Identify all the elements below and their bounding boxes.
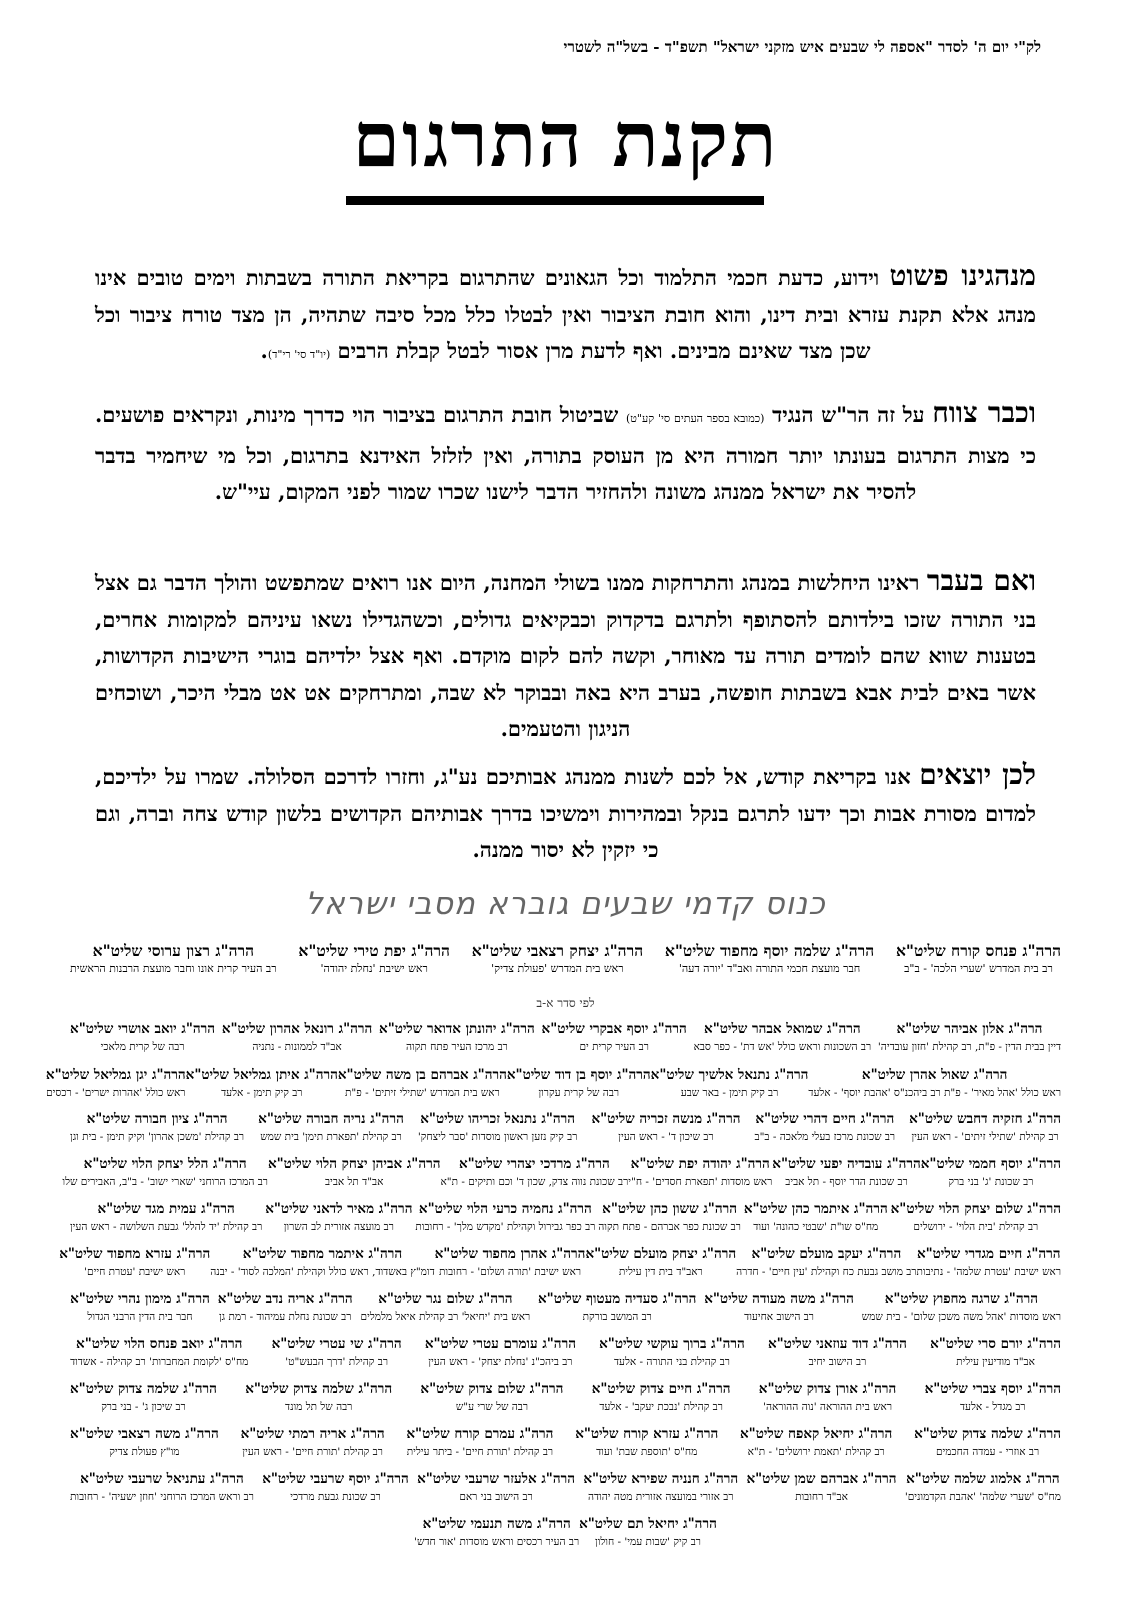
signatory-name: הרה"ג נתנאל אלשיך שליט"א: [650, 1067, 809, 1083]
signature-row: [70, 1022, 1061, 1053]
signatory-title: דיין בבית הדין - פ"ת, רב קהילת 'חזון עובדיה': [877, 1040, 1061, 1053]
paragraph-citation: (יו"ד סי' רי"ד): [267, 348, 331, 361]
signatory-name: הרה"ג אריה רמתי שליט"א: [240, 1426, 385, 1442]
signatory-name: הרה"ג רונאל אהרון שליט"א: [221, 1021, 373, 1037]
signature-block: [759, 1382, 896, 1413]
top-line: לק"י יום ה' לסדר "אספה לי שבעים איש מזקני ישראל" תשפ"ד - בשל"ה לשטרי: [563, 38, 1041, 56]
signatory-title: ראב"ד בית דין עילית: [618, 1265, 703, 1278]
signature-block: [628, 1157, 772, 1188]
signatory-title: רב הישוב יחיב: [808, 1355, 867, 1368]
signature-block: [746, 1472, 896, 1503]
signatory-title: רב כפר גבירול וקהילת 'מקדש מלך' - רחובות: [415, 1220, 596, 1233]
signature-block: [435, 1247, 586, 1278]
signature-block: [896, 942, 1061, 975]
signatory-title: ראש ישיבת 'עטרת חיים': [84, 1265, 186, 1278]
signatory-title: רב קהילת בני התורה - אלעד: [614, 1355, 730, 1368]
signatory-title: רב בית המדרש 'שערי הלכה' - ב"ב: [904, 961, 1053, 975]
signatory-name: הרה"ג ששון כהן שליט"א: [602, 1201, 737, 1217]
signatory-name: הרה"ג סעדיה מעטוף שליט"א: [538, 1291, 697, 1307]
signatory-name: הרה"ג יצחק מועלם שליט"א: [585, 1246, 737, 1262]
signatory-name: הרה"ג עומרם עטרי שליט"א: [424, 1336, 576, 1352]
signatory-title: רב קהילת 'בית הלוי' - ירושלים: [913, 1220, 1039, 1233]
signatory-title: ראש ישיבת 'נחלת יהודה': [320, 961, 428, 975]
signature-block: [472, 942, 643, 975]
signature-block: [768, 1337, 907, 1368]
signatory-name: הרה"ג יעקב מועלם שליט"א: [751, 1246, 902, 1262]
signature-block: [921, 1157, 1061, 1188]
signatory-name: הרה"ג עמית מגד שליט"א: [97, 1201, 235, 1217]
signatory-title: רב מושב גבעת כח וקהילת 'עין חיים' - חדרה: [736, 1265, 917, 1278]
signatory-title: רב וראש המרכז הרוחני 'חוזן ישעיה' - רחובות: [70, 1490, 254, 1503]
signatory-title: ראש ישיבת 'עטרת שלמה' - נתיבות: [916, 1265, 1061, 1278]
signatory-title: רב שיכון ג' - בני ברק: [101, 1400, 186, 1413]
signatory-title: רב קיק תימן - אלעד: [221, 1086, 303, 1099]
signature-row: [70, 1382, 1061, 1413]
signatory-name: הרה"ג שלום נגר שליט"א: [378, 1291, 513, 1307]
signatory-name: הרה"ג עזרא מחפוד שליט"א: [59, 1246, 211, 1262]
signatory-title: רב אוזרי - עמדה החכמים: [935, 1445, 1040, 1458]
signature-block: [420, 1382, 563, 1413]
signatory-name: הרה"ג נריה חבורה שליט"א: [258, 1111, 404, 1127]
signatory-name: הרה"ג יואב פנחס הלוי שליט"א: [76, 1336, 243, 1352]
signatory-title: רבה של קרית עקרון: [538, 1086, 620, 1099]
signatory-title: רב שכונת נווה צדק, שכון ד' וכם ותיקים - ת"א: [440, 1175, 629, 1188]
signatory-title: רב שכונת 'ג' בני ברק: [948, 1175, 1034, 1188]
signature-block: [538, 1292, 696, 1323]
signatory-name: הרה"ג איתמר כהן שליט"א: [743, 1201, 888, 1217]
signatory-title: רבה של שרי ע"ש: [455, 1400, 529, 1413]
signatory-title: רב שכונת כפר אברהם - פתח תקוה: [598, 1220, 741, 1233]
signatory-name: הרה"ג יהונתן אדואר שליט"א: [379, 1021, 535, 1037]
signatory-title: אב"ד רחובות: [795, 1490, 848, 1503]
signatory-name: הרה"ג נתנאל זכריהו שליט"א: [420, 1111, 576, 1127]
signatory-title: מח"ס 'תוספת שבת' ועוד: [596, 1445, 698, 1458]
paragraph-lead: לכן יוצאים: [919, 758, 1037, 791]
paragraph-lead: וכבר צווח: [932, 396, 1036, 429]
signatory-name: הרה"ג יחיאל תם שליט"א: [579, 1516, 717, 1532]
signature-block: [218, 1292, 353, 1323]
signatory-name: הרה"ג אורן צדוק שליט"א: [758, 1381, 897, 1397]
signatory-name: הרה"ג מרדכי יצהרי שליט"א: [458, 1156, 610, 1172]
paragraph-lead: מנהגינו פשוט: [889, 259, 1036, 292]
signature-row: [59, 1246, 1061, 1278]
signatory-title: רב קהילת 'תורת חיים' - ראש העין: [242, 1445, 383, 1458]
signature-block: [575, 1427, 718, 1458]
signature-block: [585, 1247, 736, 1278]
signatory-title: רב קהילת 'נבכת יעקב' - אלעד: [599, 1400, 723, 1413]
signatory-name: הרה"ג משה רצאבי שליט"א: [70, 1426, 219, 1442]
signature-block: [736, 1247, 916, 1278]
signatory-name: הרה"ג חנניה שפירא שליט"א: [583, 1471, 739, 1487]
signature-block: [909, 1112, 1061, 1143]
signatory-title: רב העיר קרית ים: [579, 1040, 649, 1053]
signatory-name: הרה"ג ברוך עוקשי שליט"א: [599, 1336, 745, 1352]
signatory-title: רב קהילת 'משכן אהרון' וקיק תימן - בית וגן: [70, 1130, 245, 1143]
signature-block: [744, 1202, 888, 1233]
signatory-name: הרה"ג שלמה צדוק שליט"א: [914, 1426, 1061, 1442]
signatory-name: הרה"ג עובדיה יפעי שליט"א: [772, 1156, 921, 1172]
signatory-title: אב"ד לממונות - נתניה: [252, 1040, 342, 1053]
signature-block: [258, 1112, 404, 1143]
signature-row: [70, 1292, 1061, 1323]
signatory-title: רב המושב בורקת: [582, 1310, 652, 1323]
signatory-name: הרה"ג חזקיה דחבש שליט"א: [909, 1111, 1061, 1127]
signatory-title: ראש כולל 'אהרות ישרים' - רכסים: [46, 1086, 186, 1099]
signatory-title: רב אזורי במועצה אזורית מטה יהודה: [587, 1490, 734, 1503]
signature-block: [262, 1472, 409, 1503]
signature-block: [599, 1337, 745, 1368]
signature-block: [665, 942, 874, 975]
signatory-name: הרה"ג חיים צדוק שליט"א: [591, 1381, 731, 1397]
signatory-name: הרה"ג יצחק רצאבי שליט"א: [471, 941, 644, 960]
paragraph-2: [95, 395, 1036, 511]
signature-block: [917, 1247, 1061, 1278]
signatory-name: הרה"ג שרגה מחפוץ שליט"א: [884, 1291, 1038, 1307]
signature-block: [70, 1472, 254, 1503]
signature-block: [210, 1247, 434, 1278]
signature-block: [70, 1202, 262, 1233]
signature-block: [862, 1292, 1061, 1323]
signatory-title: רב קיק נזען ראשון מוסדות 'סבר ליצחק': [417, 1130, 578, 1143]
signatory-name: הרה"ג שלום יצחק הלוי שליט"א: [890, 1201, 1061, 1217]
signature-block: [379, 1022, 535, 1053]
signature-block: [70, 1292, 210, 1323]
paragraph-text-end: שביטול חובת התרגום בציבור הוי כדרך מינות, ונקראים פושעים. כי מצות התרגום בעונתו יותר חמורה היא מן העוסק בתורה, ואין לזלזל האידנא בתרגום, וכל מי שיחמיר בדבר להסיר את ישראל ממנהג משונה ולהחזיר הדבר לישנו שכרו שמור לפני המקום, עיי"ש.: [95, 402, 1036, 504]
signatory-title: ראש מוסדות 'תפארת חסדים' - ח"י: [628, 1175, 773, 1188]
order-note: לפי סדר א-ב: [536, 996, 595, 1010]
signature-block: [651, 1068, 809, 1099]
signature-block: [598, 1202, 741, 1233]
signature-block: [542, 1022, 687, 1053]
signatory-title: מח"ס 'שערי שלמה' 'אהבת הקדמונים': [904, 1490, 1061, 1503]
signatory-title: ראש בית המדרש 'פעולת צדיק': [491, 961, 624, 975]
signature-block: [694, 1022, 872, 1053]
signatory-name: הרה"ג יוסף צברי שליט"א: [924, 1381, 1061, 1397]
paragraph-text-end: .: [260, 338, 268, 363]
signatory-title: רב העיר רכסים וראש מוסדות 'אור חדש': [414, 1535, 580, 1548]
signatory-title: רב קהילת 'שתילי זיתים' - ראש העין: [911, 1130, 1059, 1143]
signatory-name: הרה"ג מימון נהרי שליט"א: [70, 1291, 210, 1307]
signature-block: [338, 1068, 507, 1099]
signatory-name: הרה"ג שלמה יוסף מחפוד שליט"א: [664, 941, 875, 960]
signatory-title: רב קהילת 'יד להלל' גבעת השלושה - ראש העין: [70, 1220, 263, 1233]
signatory-title: חבר מועצת חכמי התורה ואב"ד 'יורה דעה': [678, 961, 861, 975]
signatory-title: מח"ס 'לקומת המחברות' רב קהילה - אשדוד: [70, 1355, 249, 1368]
signature-block: [740, 1427, 892, 1458]
signatory-name: הרה"ג שלום צדוק שליט"א: [420, 1381, 564, 1397]
paragraph-citation: (כמובא בספר העתים סי' קע"ט): [625, 412, 765, 425]
signatory-title: ראש בית המדרש 'שתילי זיתים' - פ"ת: [345, 1086, 500, 1099]
title-underline: [346, 196, 764, 205]
signature-block: [361, 1292, 531, 1323]
page-title: תקנת התרגום: [352, 95, 779, 184]
signature-block: [905, 1472, 1061, 1503]
signatory-name: הרה"ג יגן גמליאל שליט"א: [45, 1067, 186, 1083]
signature-row: [70, 942, 1061, 975]
signature-row: [70, 1112, 1061, 1143]
signature-row: [70, 1337, 1061, 1368]
signatory-name: הרה"ג מאיר לדאני שליט"א: [265, 1201, 413, 1217]
signatory-title: רב שכונת גבעת מרדכי: [290, 1490, 381, 1503]
signature-block: [70, 1112, 244, 1143]
signatory-name: הרה"ג פנחס קורח שליט"א: [895, 941, 1061, 960]
signatory-title: ראש כולל 'אהל מאיר' - פ"ת רב ביהכנ"ס 'אהבת יוסף' - אלעד: [808, 1086, 1061, 1099]
paragraph-1: [95, 258, 1036, 374]
signatory-title: ראש מוסדות 'אהל משה משכן שלום' - בית שמש: [861, 1310, 1061, 1323]
signatory-title: ראש בית ההוראה 'נוה ההוראה': [763, 1400, 892, 1413]
signature-row: [70, 1517, 1061, 1548]
signature-block: [186, 1068, 338, 1099]
signatory-name: הרה"ג שמואל אבהר שליט"א: [704, 1021, 861, 1037]
signatory-title: מח"ס שו"ת 'שבטי כהונה' ועוד: [753, 1220, 879, 1233]
signatory-name: הרה"ג יורם סרי שליט"א: [930, 1336, 1061, 1352]
signatory-name: הרה"ג אהרן מחפוד שליט"א: [434, 1246, 586, 1262]
signatory-title: רב קהילת 'דרך הבעש"ט': [285, 1355, 388, 1368]
signatory-name: הרה"ג משה תנעמי שליט"א: [422, 1516, 571, 1532]
signatory-name: הרה"ג יוסף בן דוד שליט"א: [506, 1067, 651, 1083]
signature-row: [70, 1427, 1061, 1458]
signatory-name: הרה"ג דוד עוזאני שליט"א: [767, 1336, 907, 1352]
signature-row: [70, 1202, 1061, 1233]
signatory-name: הרה"ג איתן גמליאל שליט"א: [185, 1067, 338, 1083]
signatory-name: הרה"ג הלל יצחק הלוי שליט"א: [83, 1156, 247, 1172]
signatory-name: הרה"ג חיים דהרי שליט"א: [755, 1111, 895, 1127]
signature-block: [425, 1337, 576, 1368]
signature-block: [591, 1112, 740, 1143]
signatory-name: הרה"ג יוסף שרעבי שליט"א: [262, 1471, 409, 1487]
signatory-title: רב ביהכ"נ 'נחלת יצחק' - ראש העין: [428, 1355, 573, 1368]
signatory-title: רב המרכז הרוחני 'שארי ישוב' - ב"ב, האבירים שלו: [62, 1175, 268, 1188]
signatory-title: ראש בית 'יחיאל' רב קהילת איאל מלמלים: [360, 1310, 531, 1323]
signature-block: [268, 1157, 441, 1188]
signature-block: [59, 1247, 210, 1278]
signature-block: [265, 1202, 412, 1233]
paragraph-text: אנו בקריאת קודש, אל לכם לשנות ממנהג אבותיכם נע"ג, וחזרו לדרכם הסלולה. שמרו על ילדיכם, למדום מסורת אבות וכך ידעו לתרגם בנקל ובמהירות וימשיכו בדרך אבותיהם הקדושים בלשון קודש צחה וברה, וגם כי יזקין לא יסור ממנה.: [95, 764, 1036, 862]
signature-block: [46, 1068, 186, 1099]
signatory-title: רב השכונות וראש כולל 'אש דת' - כפר סבא: [693, 1040, 872, 1053]
signature-block: [70, 942, 277, 975]
signature-block: [507, 1068, 651, 1099]
signature-block: [222, 1022, 372, 1053]
signatory-title: רב קיק תימן - באר שבע: [680, 1086, 779, 1099]
signatory-title: ראש ישיבת 'תורה ושלום' - רחובות: [438, 1265, 582, 1278]
signatory-name: הרה"ג שלמה צדוק שליט"א: [245, 1381, 393, 1397]
signature-block: [583, 1472, 738, 1503]
signatory-name: הרה"ג יוסף חממי שליט"א: [920, 1156, 1061, 1172]
signatory-name: הרה"ג אברהם בן משה שליט"א: [337, 1067, 507, 1083]
signature-block: [891, 1202, 1061, 1233]
paragraph-4: [95, 757, 1036, 869]
signatory-title: רב מגדל - אלעד: [959, 1400, 1026, 1413]
signature-row: [70, 1472, 1061, 1503]
signature-block: [70, 1022, 215, 1053]
signatory-name: הרה"ג יוסף אבקרי שליט"א: [541, 1021, 687, 1037]
signature-block: [272, 1337, 402, 1368]
paragraph-text: על זה הר"ש הנגיד: [764, 402, 933, 427]
signatory-name: הרה"ג נחמיה כרעי הלוי שליט"א: [418, 1201, 592, 1217]
signature-block: [914, 1427, 1061, 1458]
paragraph-3: [95, 563, 1036, 748]
signature-block: [772, 1157, 920, 1188]
signatory-name: הרה"ג מנשה זכריה שליט"א: [591, 1111, 741, 1127]
signature-block: [70, 1337, 248, 1368]
signatory-title: רב קהילת 'תאמת ירושלים' - ת"א: [747, 1445, 885, 1458]
signatory-title: דומ"ץ באשדוד, ראש כולל וקהילת 'המלכה לסוד' - יבנה: [210, 1265, 435, 1278]
signatory-title: רב קהילת 'תפארת תימן' בית שמש: [260, 1130, 402, 1143]
signature-block: [70, 1427, 219, 1458]
signatory-name: הרה"ג אברהם שמן שליט"א: [746, 1471, 897, 1487]
signature-block: [930, 1337, 1061, 1368]
signature-block: [70, 1382, 217, 1413]
paragraph-lead: ואם בעבר: [926, 564, 1036, 597]
signature-block: [415, 1202, 595, 1233]
signature-block: [592, 1382, 731, 1413]
signatory-title: רב העיר קרית אונו וחבר מועצת הרבנות הראשית: [70, 961, 277, 975]
signatory-name: הרה"ג אלון אביהר שליט"א: [896, 1021, 1043, 1037]
signatory-title: חבר בית הדין הרבני הגדול: [87, 1310, 193, 1323]
signature-block: [406, 1427, 553, 1458]
signatory-name: הרה"ג שאול אהרן שליט"א: [861, 1067, 1008, 1083]
signatory-name: הרה"ג אריה נדב שליט"א: [217, 1291, 353, 1307]
signature-row: [45, 1067, 1061, 1099]
signatory-name: הרה"ג אביהן יצחק הלוי שליט"א: [267, 1156, 441, 1172]
signature-row: [62, 1156, 1061, 1188]
signatory-name: הרה"ג יואב אושרי שליט"א: [70, 1021, 216, 1037]
signature-block: [440, 1157, 628, 1188]
signature-block: [878, 1022, 1061, 1053]
signatory-name: הרה"ג יחיאל קאפח שליט"א: [740, 1426, 893, 1442]
signatory-title: רב מרכז העיר פתח תקוה: [406, 1040, 508, 1053]
signature-block: [414, 1517, 579, 1548]
signatory-name: הרה"ג שלמה צדוק שליט"א: [70, 1381, 217, 1397]
signatory-title: מו"ץ פעולת צדיק: [109, 1445, 180, 1458]
paragraph-text: ראינו היחלשות במנהג והתרחקות ממנו בשולי המחנה, היום אנו רואים שמתפשט והולך הדבר גם אצל בני התורה שזכו בילדותם להסתופף ולתרגם בדקדוק וכבקיאים גדולים, וכשהגדילו נשאו עיניהם למקומות אחרים, בטענות שווא שהם לומדים תורה עד מאוחר, וקשה להם לקום מוקדם. ואף אצל ילדיהם בוגרי הישיבות הקדושות, אשר באים לבית אבא בשבתות חופשה, בערב היא באה ובבוקר לא שבה, ומתרחקים אט אט מבלי היכר, ושוכחים הניגון והטעמים.: [95, 570, 1036, 741]
paragraph-text: וידוע, כדעת חכמי התלמוד וכל הגאונים שהתרגום בקריאת התורה בשבתות וימים טובים אינו מנהג אלא תקנת עזרא ובית דינו, והוא חובת הציבור ואין לבטלו כלל מכל סיבה שתהיה, הן מצד טורח ציבור וכל שכן מצד שאינם מבינים. ואף לדעת מרן אסור לבטל קבלת הרבים: [95, 265, 1036, 363]
signatory-name: הרה"ג אלמוג שלמה שליט"א: [906, 1471, 1060, 1487]
signatory-name: הרה"ג אלעזר שרעבי שליט"א: [417, 1471, 575, 1487]
signatory-title: רבה של קרית מלאכי: [100, 1040, 185, 1053]
signatory-name: הרה"ג עזרא קורח שליט"א: [575, 1426, 719, 1442]
signature-block: [704, 1292, 854, 1323]
signatory-title: רב שכונת מרכז בעלי מלאכה - ב"ב: [754, 1130, 896, 1143]
signatory-title: רב שיכון ד' - ראש העין: [618, 1130, 714, 1143]
signature-block: [579, 1517, 717, 1548]
signature-block: [417, 1472, 575, 1503]
signature-block: [62, 1157, 268, 1188]
signatory-name: הרה"ג עמרם קורח שליט"א: [406, 1426, 554, 1442]
signatory-title: רב הישוב אחיעוד: [744, 1310, 814, 1323]
signature-block: [418, 1112, 577, 1143]
signatures-heading: כנוס קדמי שבעים גוברא מסבי ישראל: [305, 886, 826, 922]
signatory-title: רבה של תל מונד: [285, 1400, 353, 1413]
signatory-title: רב מועצה אזורית לב השרון: [283, 1220, 394, 1233]
signatory-name: הרה"ג איתמר מחפוד שליט"א: [242, 1246, 403, 1262]
signature-block: [245, 1382, 392, 1413]
signatory-name: הרה"ג רצון ערוסי שליט"א: [92, 941, 255, 960]
signature-block: [241, 1427, 385, 1458]
signatory-name: הרה"ג יהודה יפת שליט"א: [630, 1156, 770, 1172]
signatory-name: הרה"ג חיים מגדרי שליט"א: [916, 1246, 1061, 1262]
signature-block: [925, 1382, 1061, 1413]
signatory-name: הרה"ג משה מעודה שליט"א: [704, 1291, 854, 1307]
signatory-title: אב"ד תל אביב: [325, 1175, 384, 1188]
signatory-title: רב קיק 'שבות עמי' - חולון: [595, 1535, 701, 1548]
signatory-title: רב שכונת נחלת עמיהוד - רמת גן: [218, 1310, 352, 1323]
signature-block: [808, 1068, 1061, 1099]
signatory-name: הרה"ג ציון חבורה שליט"א: [86, 1111, 228, 1127]
signature-block: [298, 942, 450, 975]
signatory-title: רב הישוב בני ראם: [459, 1490, 533, 1503]
signatory-name: הרה"ג עתניאל שרעבי שליט"א: [80, 1471, 244, 1487]
signatory-title: אב"ד מודיעין עילית: [956, 1355, 1035, 1368]
signatory-title: רב קהילת 'תורת חיים' - ביתר עילית: [406, 1445, 554, 1458]
signatory-name: הרה"ג שי עטרי שליט"א: [271, 1336, 402, 1352]
signatory-title: רב שכונת הדר יוסף - תל אביב: [785, 1175, 908, 1188]
signatory-name: הרה"ג יפת טירי שליט"א: [298, 941, 450, 960]
signature-block: [755, 1112, 896, 1143]
